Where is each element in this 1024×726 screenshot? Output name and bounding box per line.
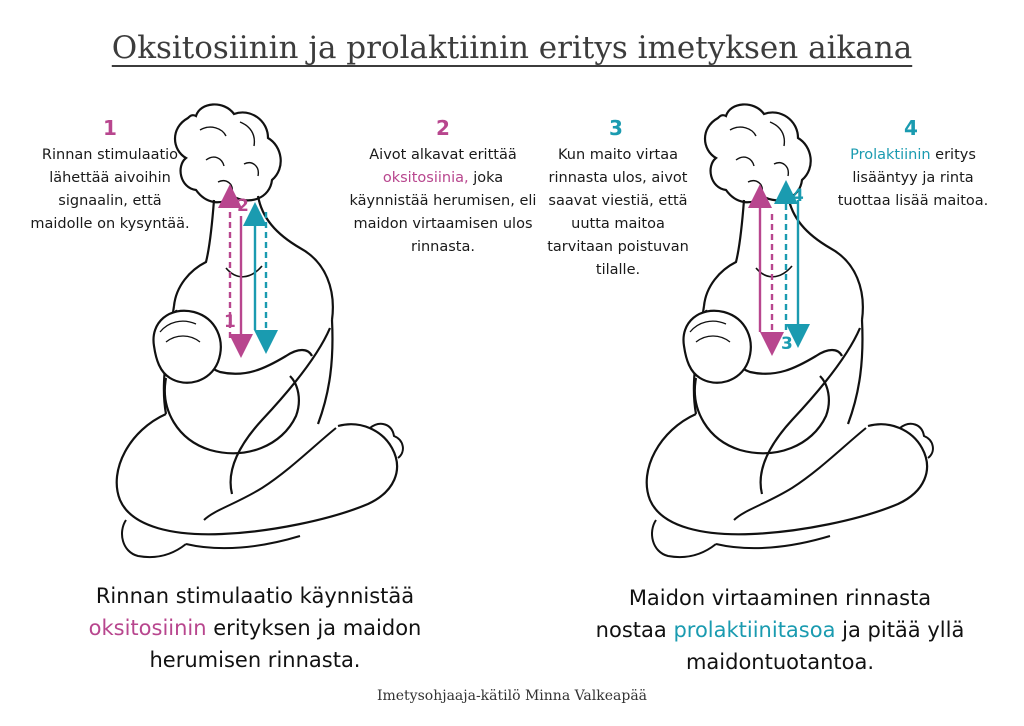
caption-left-rest: erityksen ja maidon bbox=[213, 616, 422, 640]
step-4-number: 4 bbox=[904, 116, 918, 140]
caption-left-highlight: oksitosiinin bbox=[88, 616, 207, 640]
caption-right bbox=[560, 582, 1000, 678]
caption-left bbox=[40, 580, 470, 676]
step-1-text: Rinnan stimulaatio lähettää aivoihin signaalin, että maidolle on kysyntää. bbox=[30, 147, 190, 232]
caption-left-line1: Rinnan stimulaatio käynnistää bbox=[95, 584, 415, 608]
step-2-number: 2 bbox=[436, 116, 450, 140]
step-2-text bbox=[348, 144, 538, 259]
arrow-label-1: 1 bbox=[224, 312, 236, 332]
step-4-highlight: Prolaktiinin bbox=[850, 147, 931, 163]
caption-right-highlight: prolaktiinitasoa bbox=[673, 618, 836, 642]
caption-right-line3: maidontuotantoa. bbox=[685, 650, 875, 674]
step-3-number: 3 bbox=[609, 116, 623, 140]
step-4-text-after: eritys lisääntyy ja rinta tuottaa lisää maitoa. bbox=[837, 147, 989, 209]
author-credit: Imetysohjaaja-kätilö Minna Valkeapää bbox=[376, 688, 648, 704]
step-2-text-after: joka käynnistää herumisen, eli maidon virtaamisen ulos rinnasta. bbox=[349, 170, 537, 255]
caption-right-line1: Maidon virtaaminen rinnasta bbox=[628, 586, 932, 610]
page-title: Oksitosiinin ja prolaktiinin eritys imetyksen aikana bbox=[111, 30, 913, 66]
step-1-number: 1 bbox=[103, 116, 117, 140]
step-4-text bbox=[828, 144, 998, 213]
arrow-label-2: 2 bbox=[237, 196, 249, 216]
caption-right-pre: nostaa bbox=[595, 618, 667, 642]
step-3-text: Kun maito virtaa rinnasta ulos, aivot saavat viestiä, että uutta maitoa tarvitaan poistuvan tilalle. bbox=[547, 147, 689, 278]
caption-right-rest: ja pitää yllä bbox=[842, 618, 965, 642]
caption-left-line2 bbox=[40, 612, 470, 644]
arrow-label-4: 4 bbox=[792, 186, 804, 206]
arrow-label-3: 3 bbox=[781, 334, 793, 354]
caption-right-line2 bbox=[560, 614, 1000, 646]
step-2-text-before: Aivot alkavat erittää bbox=[369, 147, 517, 163]
step-2-highlight: oksitosiinia, bbox=[382, 170, 469, 186]
caption-left-line3: herumisen rinnasta. bbox=[149, 648, 361, 672]
